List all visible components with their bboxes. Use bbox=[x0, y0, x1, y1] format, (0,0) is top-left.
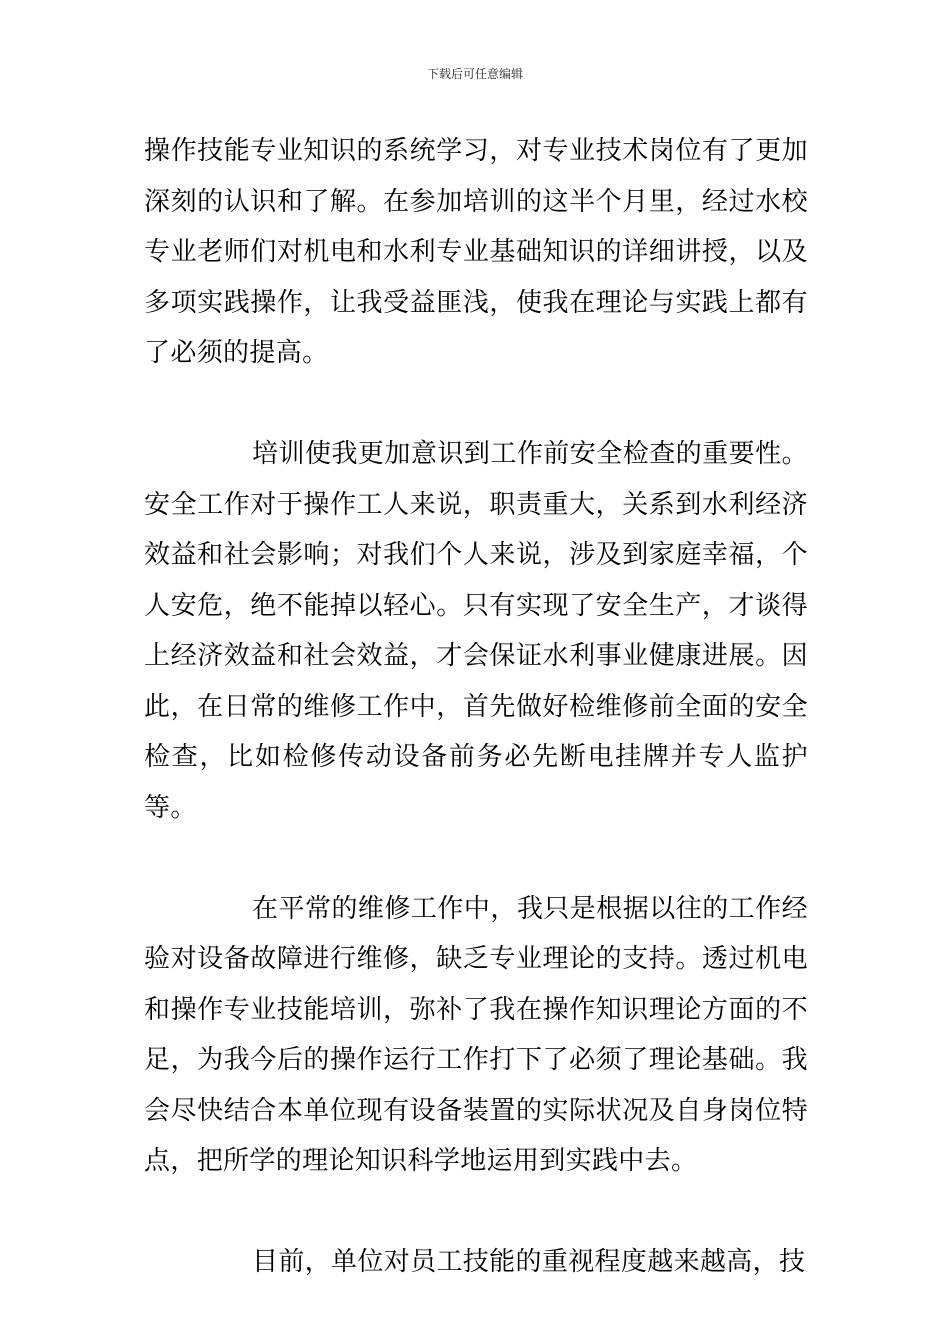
document-body bbox=[144, 126, 808, 1288]
paragraph-1: 操作技能专业知识的系统学习，对专业技术岗位有了更加深刻的认识和了解。在参加培训的这半个月里，经过水校专业老师们对机电和水利专业基础知识的详细讲授，以及多项实践操作，让我受益匪浅，使我在理论与实践上都有了必须的提高。 bbox=[144, 136, 808, 368]
paragraph-4: 目前，单位对员工技能的重视程度越来越高，技 bbox=[252, 1247, 806, 1277]
paragraph-3: 在平常的维修工作中，我只是根据以往的工作经验对设备故障进行维修，缺乏专业理论的支持。透过机电和操作专业技能培训，弥补了我在操作知识理论方面的不足，为我今后的操作运行工作打下了必须了理论基础。我会尽快结合本单位现有设备装置的实际状况及自身岗位特点，把所学的理论知识科学地运用到实践中去。 bbox=[144, 893, 808, 1176]
paragraph-2: 培训使我更加意识到工作前安全检查的重要性。安全工作对于操作工人来说，职责重大，关系到水利经济效益和社会影响；对我们个人来说，涉及到家庭幸福，个人安危，绝不能掉以轻心。只有实现了安全生产，才谈得上经济效益和社会效益，才会保证水利事业健康进展。因此，在日常的维修工作中，首先做好检维修前全面的安全检查，比如检修传动设备前务必先断电挂牌并专人监护等。 bbox=[144, 439, 808, 823]
header-note: 下载后可任意编辑 bbox=[426, 67, 523, 81]
